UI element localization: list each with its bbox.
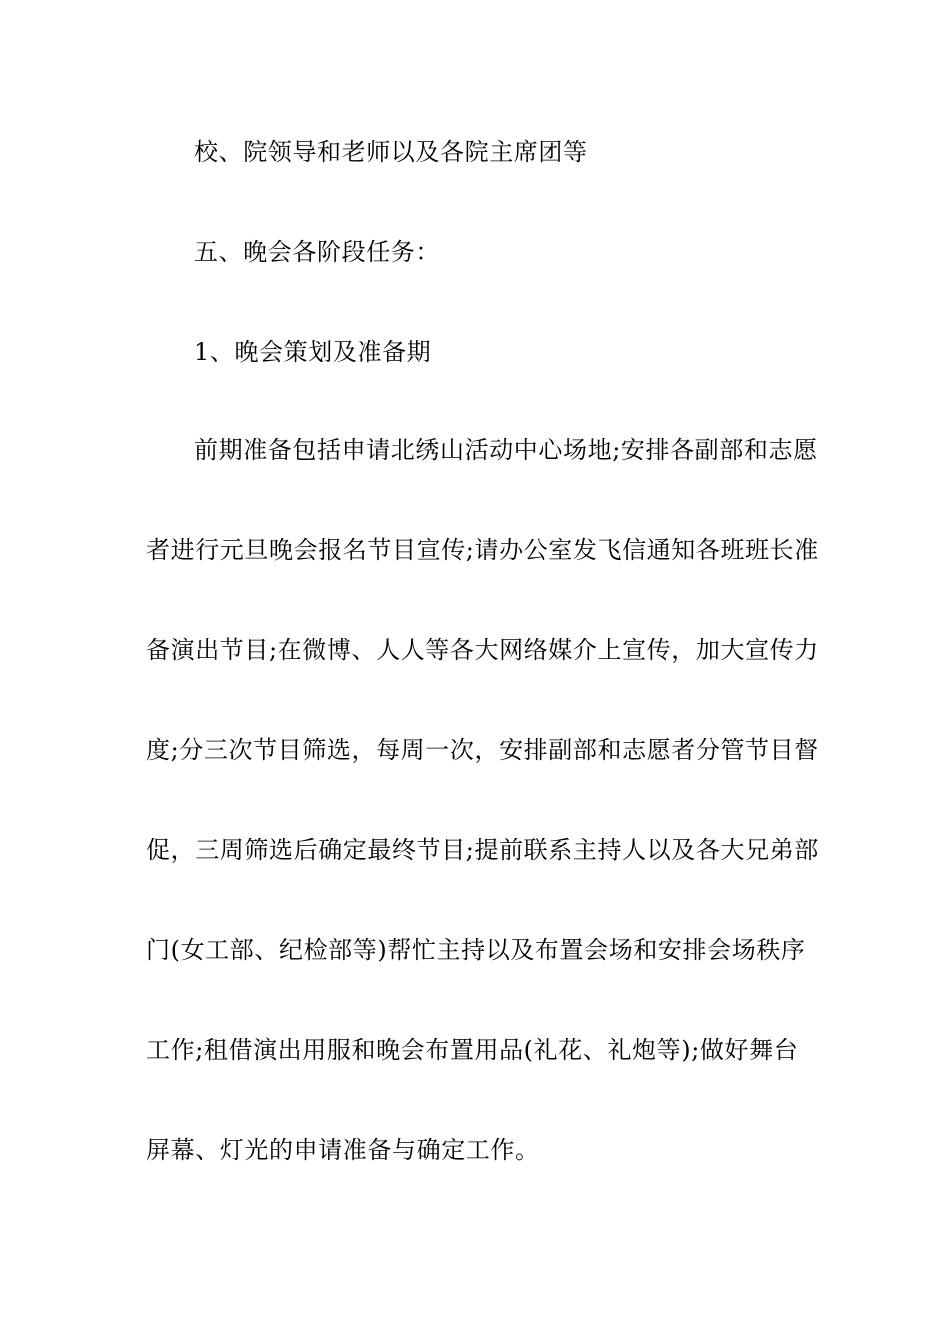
paragraph-line: 度;分三次节目筛选，每周一次，安排副部和志愿者分管节目督 — [146, 736, 819, 764]
paragraph-line: 工作;租借演出用服和晚会布置用品(礼花、礼炮等);做好舞台 — [146, 1036, 799, 1064]
subsection-heading: 1、晚会策划及准备期 — [194, 338, 432, 366]
section-heading: 五、晚会各阶段任务： — [194, 238, 440, 266]
paragraph-line: 前期准备包括申请北绣山活动中心场地;安排各副部和志愿 — [194, 436, 818, 464]
attendees-line: 校、院领导和老师以及各院主席团等 — [194, 138, 588, 166]
paragraph-line: 屏幕、灯光的申请准备与确定工作。 — [146, 1136, 540, 1164]
paragraph-line: 者进行元旦晚会报名节目宣传;请办公室发飞信通知各班班长准 — [146, 536, 819, 564]
paragraph-line: 促，三周筛选后确定最终节目;提前联系主持人以及各大兄弟部 — [146, 836, 819, 864]
paragraph-line: 备演出节目;在微博、人人等各大网络媒介上宣传，加大宣传力 — [146, 636, 819, 664]
paragraph-line: 门(女工部、纪检部等)帮忙主持以及布置会场和安排会场秩序 — [146, 936, 806, 964]
